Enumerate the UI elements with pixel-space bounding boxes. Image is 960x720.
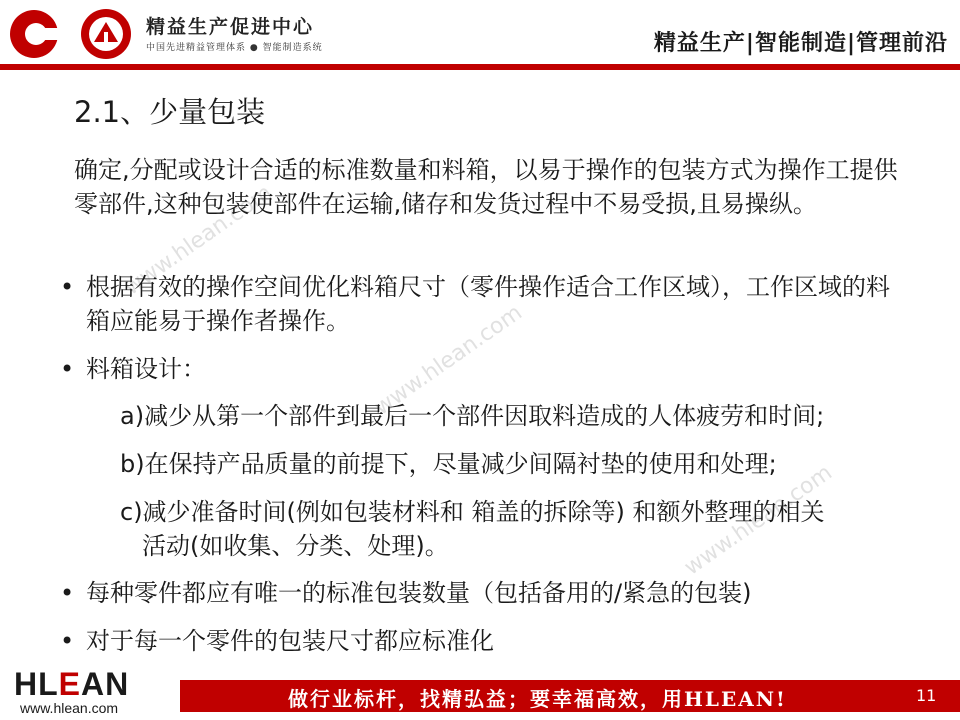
bullet-text: 根据有效的操作空间优化料箱尺寸（零件操作适合工作区域），工作区域的料箱应能易于操作者操作。 xyxy=(86,273,890,335)
watermark: www.hlean.com xyxy=(370,300,527,421)
footer-url[interactable]: www.hlean.com xyxy=(20,700,119,716)
bullet-text: 料箱设计： xyxy=(86,355,206,383)
logo-text-hl: HL xyxy=(14,666,59,702)
org-subtitle: 中国先进精益管理体系 ● 智能制造系统 xyxy=(146,43,323,53)
footer-slogan: 做行业标杆，找精弘益；要幸福高效，用HLEAN! xyxy=(288,687,787,711)
bullet-dot-icon: • xyxy=(60,627,75,655)
bullet-text: 对于每一个零件的包装尺寸都应标准化 xyxy=(86,627,494,655)
org-name: 精益生产促进中心 xyxy=(146,16,315,38)
watermark: www.hlean.com xyxy=(680,460,837,581)
watermark: www.hlean.com xyxy=(120,180,277,301)
logo-text-an: AN xyxy=(81,666,130,702)
hlean-logo xyxy=(14,666,129,703)
header-tagline: 精益生产|智能制造|管理前沿 xyxy=(653,31,948,56)
sub-item-c: c)减少准备时间(例如包装材料和 箱盖的拆除等) 和额外整理的相关 xyxy=(120,498,825,526)
logo-text-e: E xyxy=(58,666,81,702)
intro-paragraph: 确定,分配或设计合适的标准数量和料箱，以易于操作的包装方式为操作工提供零部件,这种包装使部件在运输,储存和发货过程中不易受损,且易操纵。 xyxy=(74,156,898,218)
sub-item-c-continued: 活动(如收集、分类、处理)。 xyxy=(142,532,449,560)
bullet-dot-icon: • xyxy=(60,273,75,301)
bullet-dot-icon: • xyxy=(60,355,75,383)
slide-header xyxy=(0,0,960,72)
center-logo-icon xyxy=(8,6,136,62)
slide-title: 2.1、少量包装 xyxy=(74,95,266,129)
bullet-text: 每种零件都应有唯一的标准包装数量（包括备用的/紧急的包装) xyxy=(86,579,752,607)
sub-item-a: a)减少从第一个部件到最后一个部件因取料造成的人体疲劳和时间; xyxy=(120,402,825,430)
header-divider xyxy=(0,64,960,70)
sub-item-b: b)在保持产品质量的前提下，尽量减少间隔衬垫的使用和处理; xyxy=(120,450,777,478)
page-number: 11 xyxy=(916,686,937,705)
bullet-dot-icon: • xyxy=(60,579,75,607)
